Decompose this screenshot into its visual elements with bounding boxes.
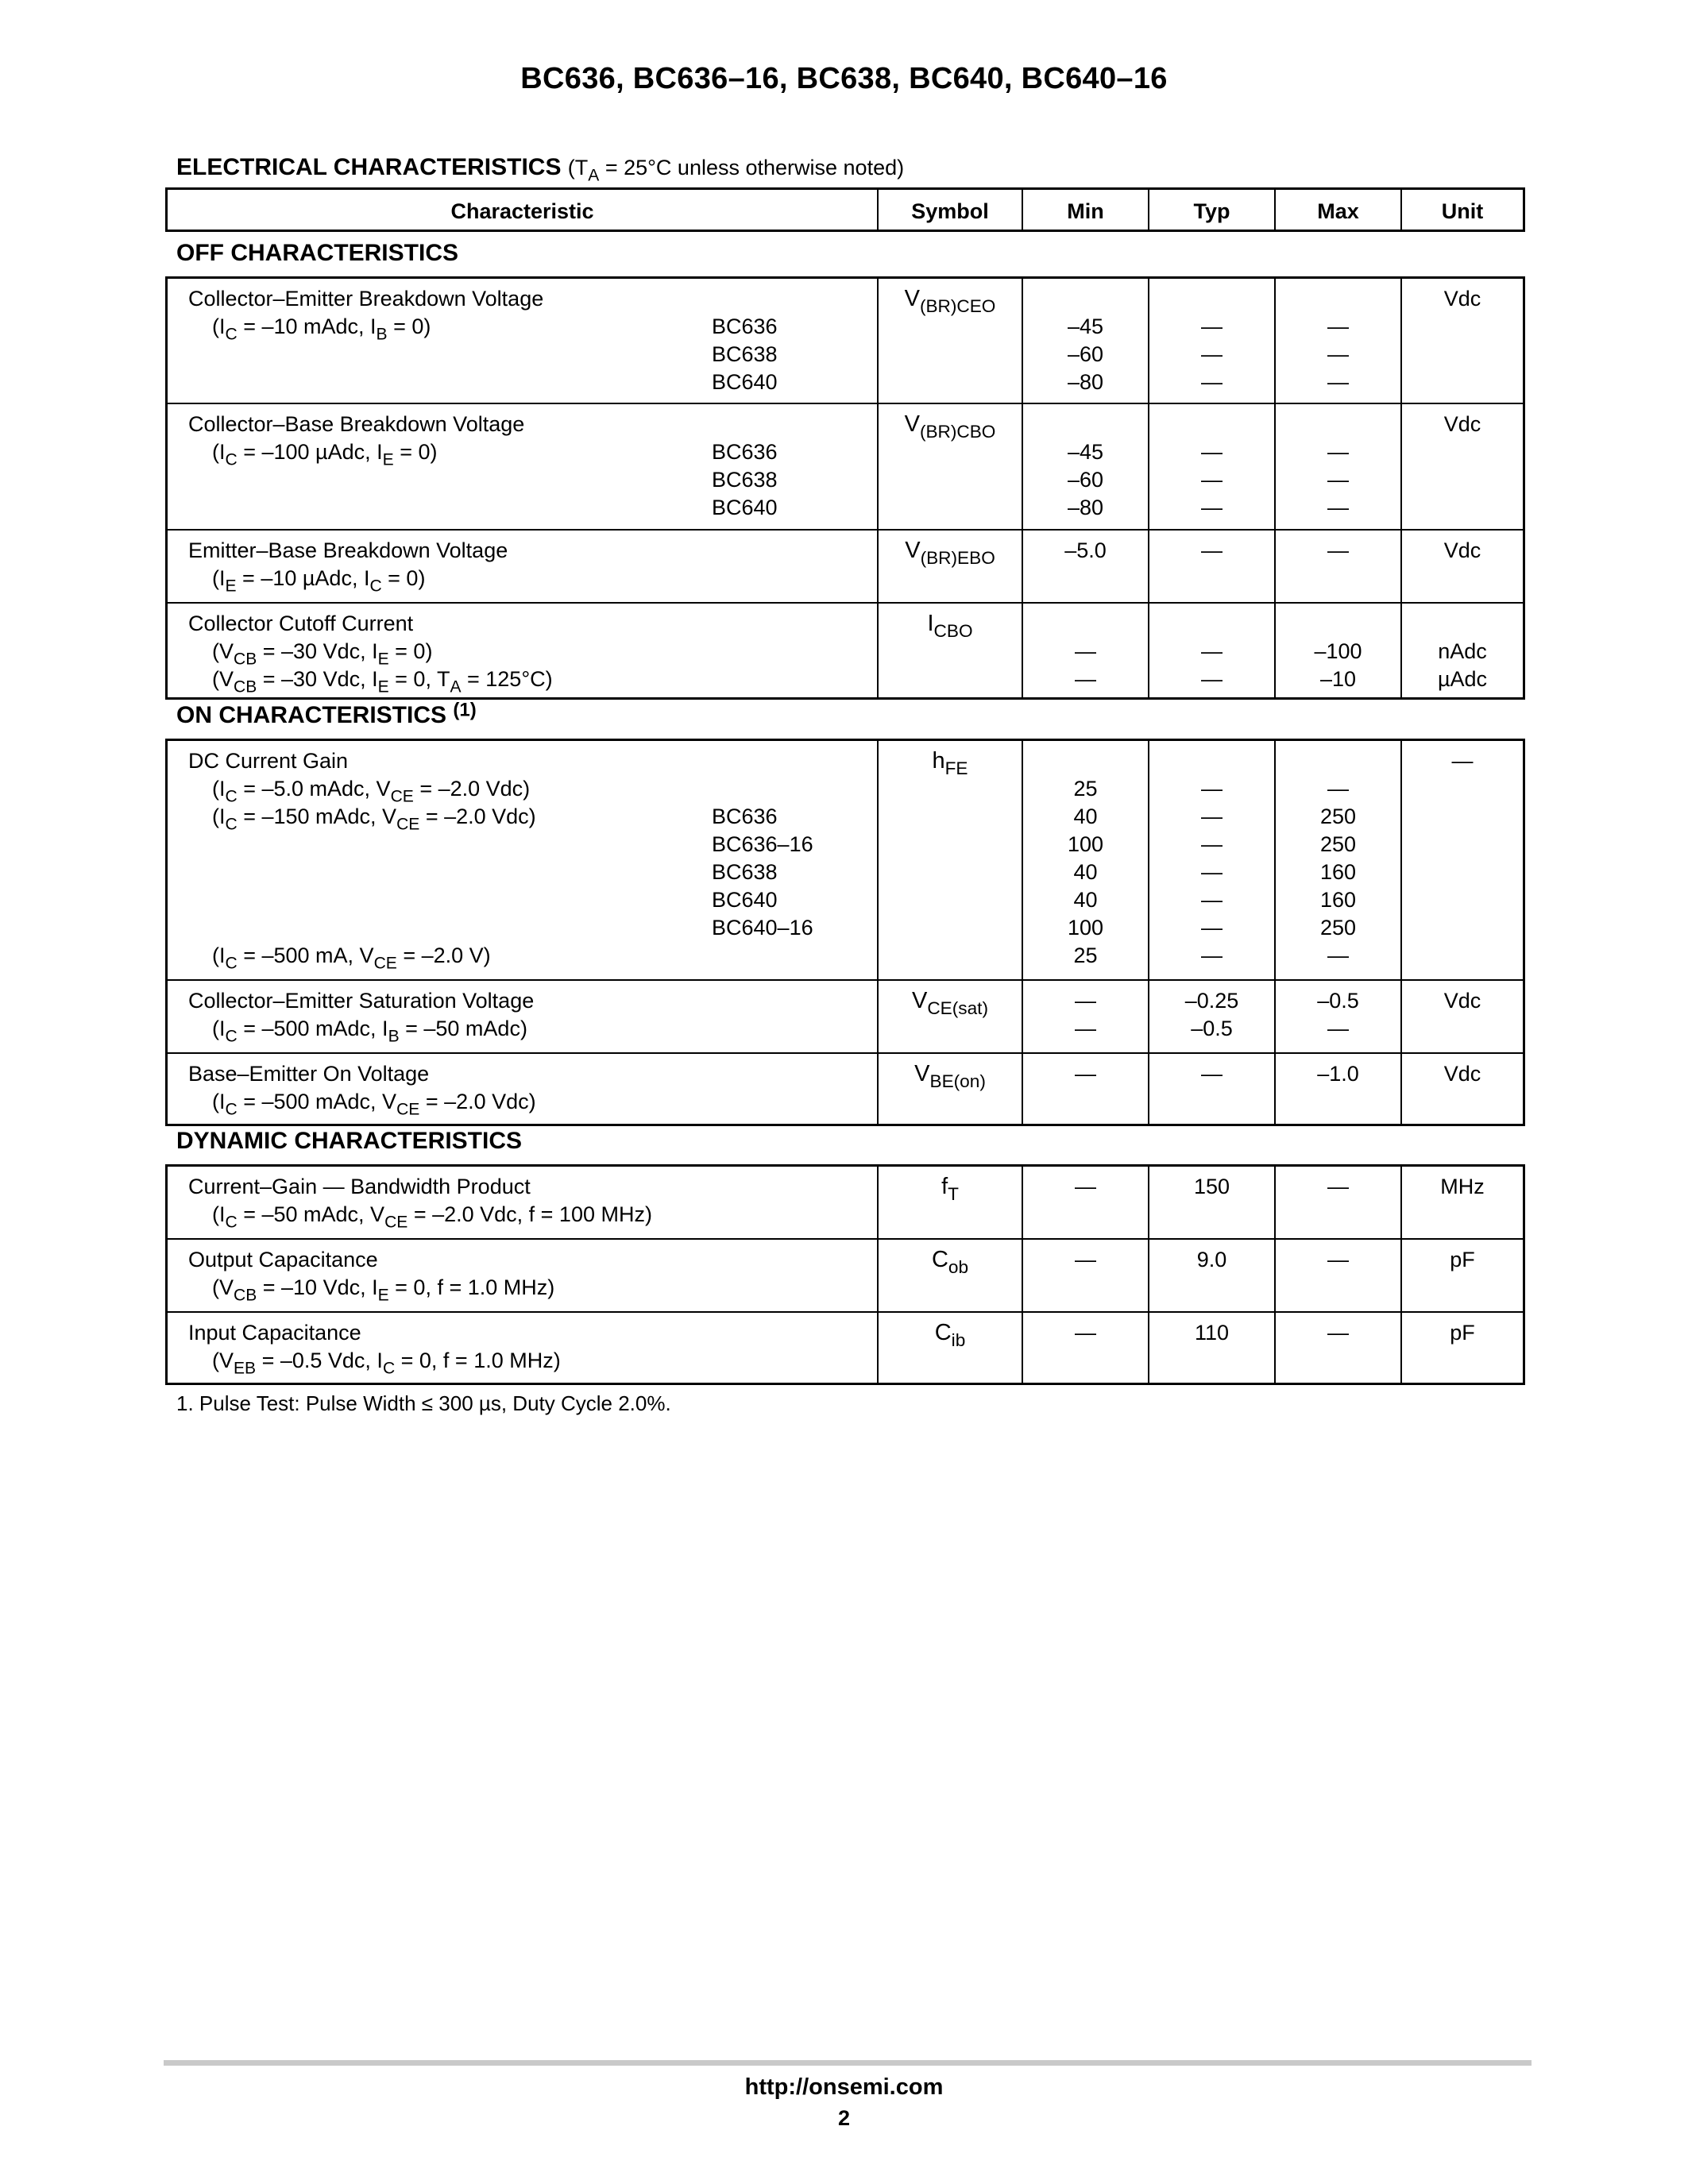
- param-name: Emitter–Base Breakdown Voltage: [188, 538, 508, 562]
- symbol: $I_{CBO}$: [877, 604, 1022, 697]
- symbol: $V_{CE(sat)}$: [877, 981, 1022, 1052]
- unit: pF: [1400, 1313, 1523, 1383]
- symbol: $V_{(BR)CBO}$: [877, 404, 1022, 529]
- electrical-characteristics-heading: ELECTRICAL CHARACTERISTICS ($T_A = 25^\circ C$ unless otherwise noted): [176, 154, 905, 185]
- param-name: Collector–Base Breakdown Voltage: [188, 412, 525, 436]
- device-label: BC638: [712, 860, 778, 884]
- test-condition: ($I_C = -150$ mAdc, $V_{CE} = -2.0$ Vdc): [212, 805, 536, 834]
- table-row: Output Capacitance ($V_{CB} = -10$ Vdc, $I_E = 0$, f = 1.0 MHz) $C_{ob}$ — 9.0 — pF: [168, 1238, 1523, 1311]
- unit: MHz: [1400, 1167, 1523, 1238]
- param-name: Base–Emitter On Voltage: [188, 1062, 430, 1086]
- param-name: Input Capacitance: [188, 1321, 361, 1345]
- symbol: $V_{BE(on)}$: [877, 1054, 1022, 1124]
- test-condition: ($V_{CB} = -10$ Vdc, $I_E = 0$, f = 1.0 MHz): [212, 1275, 555, 1305]
- symbol: $V_{(BR)EBO}$: [877, 531, 1022, 602]
- column-unit: Unit: [1400, 190, 1523, 230]
- footer-url[interactable]: http://onsemi.com: [744, 2074, 944, 2100]
- on-characteristics-table: [165, 739, 1525, 1126]
- test-condition: ($I_E = -10$ µAdc, $I_C = 0$): [212, 566, 426, 596]
- unit: Vdc: [1400, 1054, 1523, 1124]
- param-name: DC Current Gain: [188, 749, 349, 773]
- device-label: BC636: [712, 440, 778, 464]
- test-condition: ($I_C = -500$ mAdc, $I_B = -50$ mAdc): [212, 1017, 527, 1046]
- symbol: $h_{FE}$: [877, 741, 1022, 979]
- device-label: BC636: [712, 805, 778, 828]
- device-label: BC640: [712, 496, 778, 519]
- table-row: Current–Gain — Bandwidth Product ($I_C = -50$ mAdc, $V_{CE} = -2.0$ Vdc, f = 100 MHz) $f_T$ — 150 — MHz: [168, 1167, 1523, 1238]
- test-condition: ($V_{EB} = -0.5$ Vdc, $I_C = 0$, f = 1.0 MHz): [212, 1349, 561, 1378]
- param-name: Collector Cutoff Current: [188, 612, 414, 635]
- param-name: Current–Gain — Bandwidth Product: [188, 1175, 531, 1198]
- symbol: $f_T$: [877, 1167, 1022, 1238]
- device-label: BC636–16: [712, 832, 813, 856]
- footnote: 1. Pulse Test: Pulse Width ≤ 300 µs, Duty Cycle 2.0%.: [176, 1391, 671, 1415]
- table-row: Collector Cutoff Current ($V_{CB} = -30$ Vdc, $I_E = 0$) ($V_{CB} = -30$ Vdc, $I_E = 0$, $T_A = 125^\circ C$) $I_{CBO}$ — — — — –100 –10 nAdc µAdc: [168, 602, 1523, 697]
- param-name: Output Capacitance: [188, 1248, 378, 1271]
- footer-divider: [164, 2060, 1532, 2066]
- param-name: Collector–Emitter Breakdown Voltage: [188, 287, 544, 311]
- symbol: $C_{ib}$: [877, 1313, 1022, 1383]
- test-condition: ($I_C = -10$ mAdc, $I_B = 0$): [212, 314, 431, 344]
- unit: Vdc: [1400, 279, 1523, 403]
- column-max: Max: [1274, 190, 1400, 230]
- unit: Vdc: [1400, 981, 1523, 1052]
- device-label: BC638: [712, 342, 778, 366]
- device-label: BC636: [712, 314, 778, 338]
- unit: Vdc: [1400, 404, 1523, 529]
- table-row: Collector–Emitter Saturation Voltage ($I_C = -500$ mAdc, $I_B = -50$ mAdc) $V_{CE(sat)}$ — — –0.25 –0.5 –0.5 — Vdc: [168, 979, 1523, 1052]
- column-symbol: Symbol: [877, 190, 1022, 230]
- symbol: $V_{(BR)CEO}$: [877, 279, 1022, 403]
- device-label: BC638: [712, 468, 778, 492]
- test-condition: ($V_{CB} = -30$ Vdc, $I_E = 0$): [212, 639, 433, 669]
- unit: Vdc: [1400, 531, 1523, 602]
- test-condition: ($I_C = -500$ mAdc, $V_{CE} = -2.0$ Vdc): [212, 1090, 536, 1119]
- test-condition: ($I_C = -50$ mAdc, $V_{CE} = -2.0$ Vdc, f = 100 MHz): [212, 1202, 652, 1232]
- off-characteristics-table: [165, 276, 1525, 700]
- symbol: $C_{ob}$: [877, 1240, 1022, 1311]
- dynamic-characteristics-table: [165, 1164, 1525, 1385]
- column-characteristic: Characteristic: [450, 199, 594, 223]
- unit: —: [1400, 741, 1523, 979]
- table-row: Base–Emitter On Voltage ($I_C = -500$ mAdc, $V_{CE} = -2.0$ Vdc) $V_{BE(on)}$ — — –1.0 Vdc: [168, 1052, 1523, 1124]
- device-label: BC640: [712, 370, 778, 394]
- section-on-characteristics: ON CHARACTERISTICS $^{(1)}$: [176, 699, 477, 728]
- table-row: DC Current Gain ($I_C = -5.0$ mAdc, $V_{CE} = -2.0$ Vdc) ($I_C = -150$ mAdc, $V_{CE} = -2.0$ Vdc) ($I_C = -500$ mA, $V_{CE} = -2.0$ V) BC636 BC636–16 BC638 BC640 BC640–16 $h_{FE}$ 25 40 100 40 40 100 25 — — — — — — — — 250 250 160 160 250 — —: [168, 741, 1523, 979]
- column-typ: Typ: [1148, 190, 1274, 230]
- table-row: Emitter–Base Breakdown Voltage ($I_E = -10$ µAdc, $I_C = 0$) $V_{(BR)EBO}$ –5.0 — — Vdc: [168, 529, 1523, 602]
- table-row: Collector–Base Breakdown Voltage ($I_C = -100$ µAdc, $I_E = 0$) BC636 BC638 BC640 $V_{(BR)CBO}$ –45 –60 –80 — — — — — — Vdc: [168, 403, 1523, 529]
- test-condition: ($I_C = -500$ mA, $V_{CE} = -2.0$ V): [212, 943, 491, 973]
- device-label: BC640: [712, 888, 778, 912]
- section-off-characteristics: OFF CHARACTERISTICS: [176, 240, 458, 266]
- table-row: Input Capacitance ($V_{EB} = -0.5$ Vdc, $I_C = 0$, f = 1.0 MHz) $C_{ib}$ — 110 — pF: [168, 1311, 1523, 1383]
- page-number: 2: [837, 2106, 851, 2130]
- device-label: BC640–16: [712, 916, 813, 940]
- test-condition: ($V_{CB} = -30$ Vdc, $I_E = 0$, $T_A = 125^\circ C$): [212, 667, 553, 696]
- page-title: BC636, BC636–16, BC638, BC640, BC640–16: [520, 62, 1168, 95]
- test-condition: ($I_C = -5.0$ mAdc, $V_{CE} = -2.0$ Vdc): [212, 777, 531, 806]
- param-name: Collector–Emitter Saturation Voltage: [188, 989, 535, 1013]
- column-min: Min: [1022, 190, 1148, 230]
- column-header-table: [165, 187, 1525, 232]
- section-dynamic-characteristics: DYNAMIC CHARACTERISTICS: [176, 1128, 522, 1154]
- table-row: Collector–Emitter Breakdown Voltage ($I_C = -10$ mAdc, $I_B = 0$) BC636 BC638 BC640 $V_{(BR)CEO}$ –45 –60 –80 — — — — — — Vdc: [168, 279, 1523, 403]
- test-condition: ($I_C = -100$ µAdc, $I_E = 0$): [212, 440, 438, 469]
- unit: pF: [1400, 1240, 1523, 1311]
